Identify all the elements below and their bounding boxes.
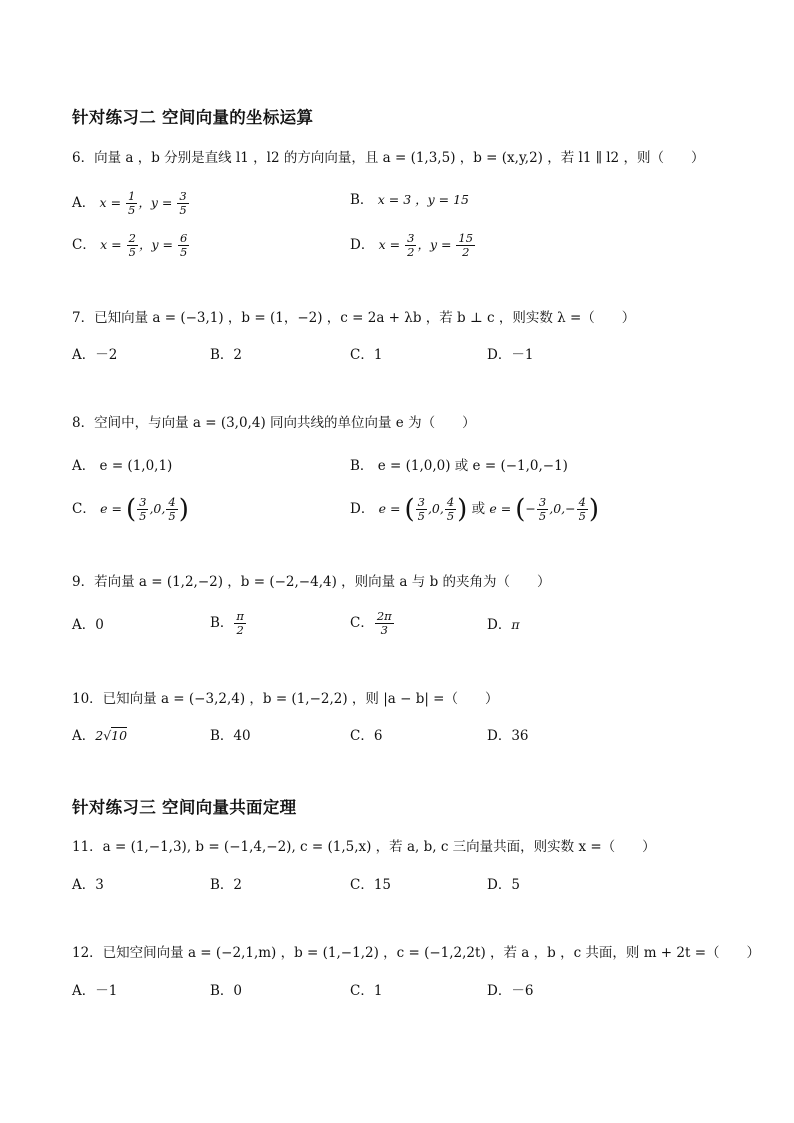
question-10-option-b: B．40 [210,728,251,744]
question-11-option-d: D．5 [487,877,520,893]
question-6-option-c [72,232,190,259]
question-8-option-d: D． e = ( $\frac{3}{5}$ ,0, $\frac{4}{5}$ ) 或 e = (− $\frac{3}{5}$ ,0,− $\frac{4}{5}$ ) [350,494,600,525]
option-label: B． [350,192,374,208]
question-8-option-a: A． e = (1,0,1) [72,458,173,474]
question-6-stem: 6．向量 a ，b 分别是直线 l1 ，l2 的方向向量，且 a = (1,3,5) ，b = (x,y,2) ，若 l1 ∥ l2 ，则（ ） [72,150,705,166]
question-10-option-a: A．2√10 [72,728,128,744]
question-6-option-a [72,190,190,217]
option-label: D． [350,237,375,253]
question-8-options-row-2 [72,490,732,524]
question-7-stem: 7．已知向量 a = (−3,1) ，b = (1，−2) ，c = 2a + λb ，若 b ⊥ c ，则实数 λ =（ ） [72,310,636,326]
option-label: D． [350,501,375,517]
question-10-option-c: C．6 [350,728,383,744]
question-8-stem: 8．空间中，与向量 a = (3,0,4) 同向共线的单位向量 e 为（ ） [72,415,476,431]
option-label: C． [72,501,96,517]
question-10-option-d: D．36 [487,728,529,744]
question-7-option-c: C．1 [350,347,383,363]
question-12-option-a: A．－1 [72,983,118,999]
option-label: C． [72,237,96,253]
question-9-option-b: B． $\frac{\pi}{2}$ [210,609,244,637]
question-7-option-a: A．－2 [72,347,118,363]
question-11-option-b: B．2 [210,877,243,893]
question-9-option-c: C． $\frac{2\pi}{3}$ [350,609,392,637]
question-9-options [72,608,732,642]
option-d-math: x = $\frac{3}{2}$ ，y = $\frac{15}{2}$ [378,231,474,259]
section-heading-coplanar-theorem: 针对练习三 空间向量共面定理 [72,798,297,817]
question-12-option-c: C．1 [350,983,383,999]
question-6-option-b [350,190,469,210]
question-10-stem: 10．已知向量 a = (−3,2,4) ，b = (1,−2,2) ，则 |a − b| =（ ） [72,691,499,707]
question-9-stem: 9．若向量 a = (1,2,−2) ，b = (−2,−4,4) ，则向量 a 与 b 的夹角为（ ） [72,574,551,590]
question-11-option-c: C．15 [350,877,392,893]
question-6-options-row-1 [72,186,732,216]
option-a-math: x = $\frac{1}{5}$ ，y = $\frac{3}{5}$ [99,189,187,217]
question-9-option-a: A．0 [72,617,104,633]
option-b-math: x = 3 ，y = 15 [377,192,470,207]
question-9-option-d: D．π [487,617,520,633]
option-label: A． [72,195,96,211]
section-heading-coordinate-operations: 针对练习二 空间向量的坐标运算 [72,108,314,127]
question-12-stem: 12．已知空间向量 a = (−2,1,m) ，b = (1,−1,2) ，c = (−1,2,2t) ，若 a ，b ，c 共面，则 m + 2t =（ ） [72,945,761,961]
question-12-option-b: B．0 [210,983,243,999]
question-6-options-row-2 [72,228,732,258]
question-7-option-b: B．2 [210,347,243,363]
option-c-math: x = $\frac{2}{5}$ ，y = $\frac{6}{5}$ [100,231,188,259]
question-11-stem: 11．a = (1,−1,3), b = (−1,4,−2), c = (1,5,x) ，若 a, b, c 三向量共面，则实数 x =（ ） [72,839,656,855]
question-7-option-d: D．－1 [487,347,534,363]
question-8-option-c: C． e = ( $\frac{3}{5}$ ,0, $\frac{4}{5}$ ) [72,494,189,525]
question-8-option-b: B． e = (1,0,0) 或 e = (−1,0,−1) [350,458,568,474]
question-6-option-d [350,232,476,259]
question-12-option-d: D．－6 [487,983,534,999]
question-11-option-a: A．3 [72,877,104,893]
